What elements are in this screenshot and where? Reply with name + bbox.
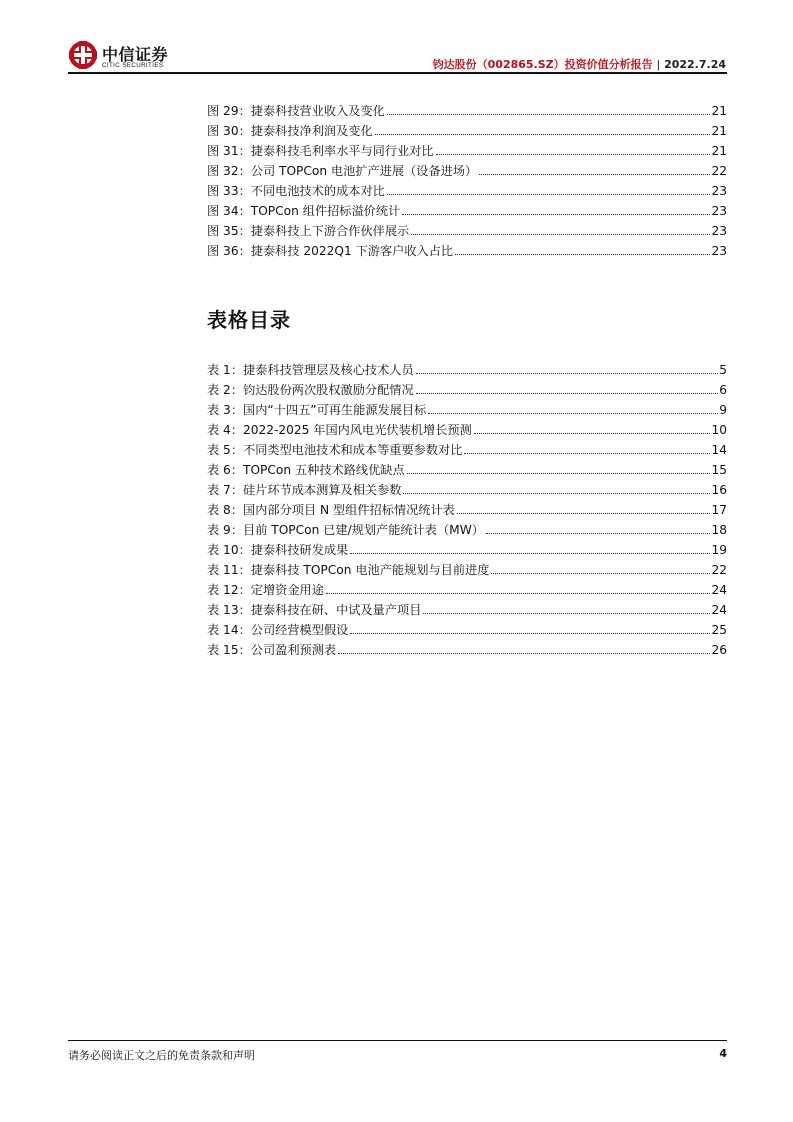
report-title: 钧达股份（002865.SZ）投资价值分析报告 [432, 58, 653, 71]
dot-leader [455, 254, 710, 255]
toc-entry-table-9[interactable] [207, 517, 727, 537]
dot-leader [423, 613, 710, 614]
toc-entry-figure-35[interactable] [207, 218, 727, 238]
toc-entry-figure-30[interactable] [207, 118, 727, 138]
toc-entry-page: 16 [711, 483, 727, 497]
toc-entry-label: 表 5：不同类型电池技术和成本等重要参数对比 [207, 443, 463, 457]
toc-entry-page: 26 [711, 643, 727, 657]
toc-entry-page: 21 [711, 144, 727, 158]
toc-entry-table-11[interactable] [207, 557, 727, 577]
toc-entry-label: 表 2：钧达股份两次股权激励分配情况 [207, 383, 414, 397]
dot-leader [474, 433, 711, 434]
header-separator: | [656, 58, 661, 71]
toc-entry-page: 23 [711, 204, 727, 218]
toc-entry-label: 表 10：捷泰科技研发成果 [207, 543, 349, 557]
report-header [433, 56, 726, 72]
toc-entry-label: 表 11：捷泰科技 TOPCon 电池产能规划与目前进度 [207, 563, 490, 577]
toc-entry-page: 17 [711, 503, 727, 517]
table-list [207, 357, 727, 657]
toc-entry-label: 表 7：硅片环节成本测算及相关参数 [207, 483, 402, 497]
toc-entry-page: 10 [711, 423, 727, 437]
toc-entry-page: 18 [711, 523, 727, 537]
header-divider [68, 72, 727, 74]
dot-leader [457, 513, 711, 514]
toc-entry-label: 图 30：捷泰科技净利润及变化 [207, 124, 373, 138]
toc-entry-page: 5 [719, 363, 727, 377]
toc-entry-figure-31[interactable] [207, 138, 727, 158]
toc-entry-label: 表 6：TOPCon 五种技术路线优缺点 [207, 463, 405, 477]
dot-leader [350, 633, 710, 634]
toc-entry-table-12[interactable] [207, 577, 727, 597]
dot-leader [403, 493, 710, 494]
dot-leader [436, 154, 711, 155]
dot-leader [411, 234, 710, 235]
dot-leader [350, 553, 710, 554]
toc-entry-label: 图 35：捷泰科技上下游合作伙伴展示 [207, 224, 410, 238]
dot-leader [407, 473, 711, 474]
toc-entry-page: 24 [711, 603, 727, 617]
report-date: 2022.7.24 [664, 58, 726, 71]
toc-entry-label: 表 9：目前 TOPCon 已建/规划产能统计表（MW） [207, 523, 484, 537]
toc-entry-page: 21 [711, 104, 727, 118]
dot-leader [428, 413, 718, 414]
toc-entry-label: 表 4：2022-2025 年国内风电光伏装机增长预测 [207, 423, 472, 437]
dot-leader [491, 573, 710, 574]
toc-entry-label: 图 31：捷泰科技毛利率水平与同行业对比 [207, 144, 434, 158]
dot-leader [402, 214, 710, 215]
toc-entry-table-2[interactable] [207, 377, 727, 397]
dot-leader [416, 393, 719, 394]
toc-entry-page: 23 [711, 224, 727, 238]
toc-entry-table-13[interactable] [207, 597, 727, 617]
toc-entry-table-14[interactable] [207, 617, 727, 637]
tables-toc-heading: 表格目录 [207, 308, 291, 332]
toc-entry-label: 图 36：捷泰科技 2022Q1 下游客户收入占比 [207, 244, 454, 258]
toc-entry-label: 表 14：公司经营模型假设 [207, 623, 349, 637]
footer-disclaimer: 请务必阅读正文之后的免责条款和声明 [68, 1049, 255, 1062]
figure-list [207, 98, 727, 258]
logo-english-name: CITIC SECURITIES [102, 62, 164, 69]
toc-entry-page: 6 [719, 383, 727, 397]
dot-leader [486, 533, 711, 534]
toc-entry-label: 表 12：定增资金用途 [207, 583, 324, 597]
dot-leader [387, 114, 711, 115]
toc-entry-figure-36[interactable] [207, 238, 727, 258]
dot-leader [464, 453, 710, 454]
toc-entry-page: 14 [711, 443, 727, 457]
citic-logo-icon [68, 40, 98, 70]
toc-entry-table-15[interactable] [207, 637, 727, 657]
toc-entry-page: 25 [711, 623, 727, 637]
toc-entry-label: 图 34：TOPCon 组件招标溢价统计 [207, 204, 401, 218]
logo-chinese-name: 中信证券 [102, 45, 169, 64]
toc-entry-table-4[interactable] [207, 417, 727, 437]
toc-entry-table-10[interactable] [207, 537, 727, 557]
toc-entry-label: 图 33：不同电池技术的成本对比 [207, 184, 385, 198]
toc-entry-page: 24 [711, 583, 727, 597]
toc-entry-figure-29[interactable] [207, 98, 727, 118]
toc-entry-label: 表 1：捷泰科技管理层及核心技术人员 [207, 363, 414, 377]
toc-entry-page: 19 [711, 543, 727, 557]
toc-entry-figure-32[interactable] [207, 158, 727, 178]
toc-entry-table-5[interactable] [207, 437, 727, 457]
dot-leader [338, 653, 710, 654]
toc-entry-label: 表 3：国内“十四五”可再生能源发展目标 [207, 403, 427, 417]
dot-leader [375, 134, 711, 135]
toc-entry-label: 表 8：国内部分项目 N 型组件招标情况统计表 [207, 503, 455, 517]
toc-entry-table-8[interactable] [207, 497, 727, 517]
toc-entry-page: 15 [711, 463, 727, 477]
toc-entry-table-6[interactable] [207, 457, 727, 477]
toc-entry-label: 表 13：捷泰科技在研、中试及量产项目 [207, 603, 422, 617]
page-number: 4 [719, 1047, 727, 1060]
toc-entry-table-3[interactable] [207, 397, 727, 417]
toc-entry-page: 23 [711, 244, 727, 258]
toc-entry-table-1[interactable] [207, 357, 727, 377]
toc-entry-page: 9 [719, 403, 727, 417]
citic-logo [68, 40, 188, 74]
dot-leader [416, 373, 719, 374]
footer-divider [68, 1040, 727, 1041]
toc-entry-table-7[interactable] [207, 477, 727, 497]
toc-entry-page: 22 [711, 164, 727, 178]
toc-entry-label: 表 15：公司盈利预测表 [207, 643, 337, 657]
toc-entry-label: 图 29：捷泰科技营业收入及变化 [207, 104, 385, 118]
toc-entry-page: 22 [711, 563, 727, 577]
toc-entry-figure-33[interactable] [207, 178, 727, 198]
dot-leader [479, 174, 710, 175]
dot-leader [326, 593, 711, 594]
toc-entry-page: 21 [711, 124, 727, 138]
toc-entry-page: 23 [711, 184, 727, 198]
toc-entry-figure-34[interactable] [207, 198, 727, 218]
dot-leader [387, 194, 711, 195]
toc-entry-label: 图 32：公司 TOPCon 电池扩产进展（设备进场） [207, 164, 478, 178]
